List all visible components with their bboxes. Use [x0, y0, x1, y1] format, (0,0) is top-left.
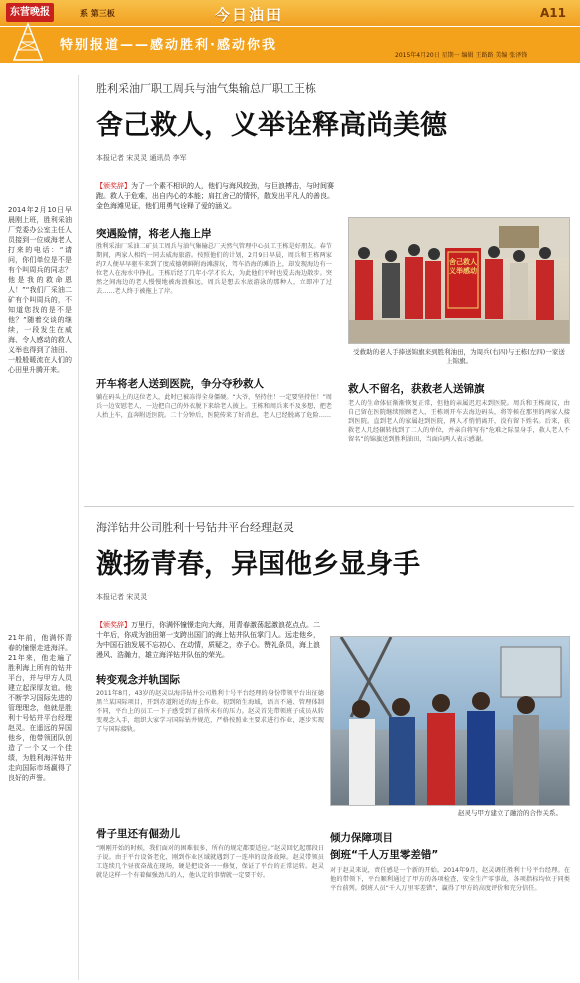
sidebar2-text: 21年前，他满怀青春的憧憬走进海洋。21年来，他走遍了胜利海上所有的钻井平台，并与甲方人员建立起深厚友谊。他不断学习国际先进的管理理念，他就是胜利十号钻井平台经理赵灵。在遥远的异国他乡，他带领团队创造了一个又一个佳绩，为胜利海洋钻井走向国际市场赢得了良好的声誉。 [8, 634, 72, 782]
story1-banner-text: 舍己救人义举感动 [449, 258, 477, 275]
group-photo-illustration [349, 218, 569, 343]
story1-kicker: 胜利采油厂职工周兵与油气集输总厂职工王栋 [96, 82, 316, 95]
story1-body-3: 老人的生命体征渐渐恢复正常，但他的亲属迟迟未到医院。周兵和王栋商议，由自己留在医院继续照顾老人，王栋则开车去海边码头，将等候在那里的两家人接到医院。直到老人的家属赶到医院，两人才悄悄离开，没有留下姓名。后来，获救老人几经辗转找到了二人的单位，并亲自将写有“危难之际显身手，救人老人不留名”的锦旗送到胜利油田，当面向两人表示感谢。 [348, 400, 570, 443]
story2-body-1: 2011年8月，43岁的赵灵以海洋钻井公司胜利十号平台经理的身份带领平台出征德黑兰某国际项目，开到赤道附近的海上作业。初到陌生海域，语言不通、管理体制不同，平台上的员工一下子感受到了前所未有的压力。赵灵首先带领班子成员从转变观念入手，组织大家学习国际钻井规范，严格按照业主要求进行作业，逐步实现了与国际接轨。 [96, 690, 324, 733]
special-report-banner: 特别报道——感动胜利·感动你我 [60, 38, 277, 53]
story1-subhead-2: 开车将老人送到医院，争分夺秒救人 [96, 378, 264, 390]
story1-body-2: 躺在码头上的这位老人，此时已被冻得全身僵硬。“大爷，坚持住！一定要坚持住！”周兵一边安慰老人，一边把自己的外衣脱下来给老人披上。王栋和周兵来不及多想，把老人抬上车，直奔附近医院。二十分钟后，医院传来了好消息，老人已经脱离了危险…… [96, 394, 332, 419]
story2-subhead-3-line2: 倒班“千人万里零差错” [330, 849, 439, 861]
logo-suffix: 系 第三板 [80, 9, 115, 18]
story2-subhead-2: 骨子里还有倔劲儿 [96, 828, 180, 840]
section-separator [84, 506, 574, 507]
section-title: 今日油田 [215, 6, 284, 24]
workers-photo-illustration [331, 637, 569, 805]
dateline: 2015年4月20日 星期一 编辑 王路路 美编 张泽锋 [395, 52, 528, 59]
story1-headline: 舍己救人，义举诠释高尚美德 [96, 110, 447, 141]
column-divider-2 [78, 560, 79, 980]
story2-subhead-3-line1: 倾力保障项目 [330, 832, 393, 844]
story2-lede: 【颁奖辞】万里行，你满怀憧憬走向大海，用青春激荡起激浪花点点。二十年后，你成为油田第一支跨出国门的海上钻井队伍掌门人。远走他乡，为中国石油发展不忘初心、在动情，质疑之，赤子心。赞礼条员，海上浪漫风、浩瀚力，雄立海洋钻井队伍的荣光。 [96, 621, 320, 659]
story1-body-1: 胜利采油厂采油二矿员工周兵与油气集输总厂天然气管理中心员工王栋是好朋友。春节期间，两家人相约一同去威海旅游。按照他们的计划，2月9日早晨，周兵和王栋两家约7人便早早驱车来到了度成德朝鲜附海滩游玩，驾车沿海的滩沿上，却发现海边有一位老人在海水中挣扎。王栋后经了几年小学才长大，为此他们平时也爱去海边散步。突然之间海边的老人慢慢地被海浪推远，周兵是想去水底游泳的那种人，立即冲了过去……老人终于被拖上了岸。 [96, 243, 332, 295]
newspaper-logo: 东营晚报 [6, 3, 54, 22]
masthead [0, 0, 580, 63]
story1-lede-tag: 【颁奖辞】 [96, 182, 131, 190]
story2-body-3: 对于赵灵来说，责任感是一个新的开始。2014年9月，赵灵调任胜利十号平台经理。在他的带领下，平台顺利通过了甲方的各项检查，安全生产零事故，各项指标均位于同类平台前列。倒班人员“千人万里零差错”，赢得了甲方的高度评价和充分信任。 [330, 867, 570, 892]
story1-subhead-3: 救人不留名，获救老人送锦旗 [348, 383, 485, 395]
story1-byline: 本报记者 宋灵灵 通讯员 李军 [96, 154, 187, 162]
story2-kicker: 海洋钻井公司胜利十号钻井平台经理赵灵 [96, 521, 294, 534]
story2-photo [330, 636, 570, 806]
story1-subhead-1: 突遇险情，将老人拖上岸 [96, 228, 212, 240]
masthead-rule [0, 26, 580, 27]
story1-lede: 【颁奖辞】为了一个素不相识的人，他们与海风较劲，与巨浪搏击，与时间赛跑。救人于危难，出自内心的本能；肩扛舍己的情怀，散发出平凡人的善良。金色海滩见证，他们用勇气诠释了爱的涵义。 [96, 182, 334, 210]
story2-photo-caption: 赵灵与甲方建立了融洽的合作关系。 [458, 809, 562, 817]
story2-lede-tag: 【颁奖辞】 [96, 621, 131, 629]
story2-byline: 本报记者 宋灵灵 [96, 593, 148, 601]
oil-derrick-icon [6, 22, 50, 62]
story1-photo [348, 217, 570, 344]
story1-photo-caption: 受救助的老人手捧送锦旗来到胜利油田，为周兵(右四)与王栋(左四)一家送上锦旗。 [353, 348, 565, 365]
story2-subhead-1: 转变观念并轨国际 [96, 674, 180, 686]
story2-headline: 激扬青春，异国他乡显身手 [96, 549, 420, 580]
page-number: A11 [540, 6, 566, 20]
story2-body-2: “刚刚开始的时候，我们面对的困难很多，所有的规定都要适应。”赵灵回忆起那段日子说。由于平台设备老化，刚到作业区域就遇到了一连串的设备故障。赵灵带领员工连续几个昼夜奋战在现场，硬是把设备一一修复，保证了平台的正常运转。赵灵就是这样一个有着倔强劲儿的人，他认定的事情就一定要干好。 [96, 845, 324, 879]
column-divider [78, 75, 79, 560]
sidebar1-text: 2014年2月10日早晨刚上班，胜利采油厂党委办公室主任人员接到一位威海老人打来的电话：“请问，你们单位是不是有个叫周兵的同志？他是我的救命恩人！”“我们厂采油二矿有个叫周兵的，不知道您找的是不是他？”随着交谈的继续，一段发生在威海、令人感动的救人义举也得到了油田、一般般暖流在人们的心田里升腾开来。 [8, 206, 72, 374]
